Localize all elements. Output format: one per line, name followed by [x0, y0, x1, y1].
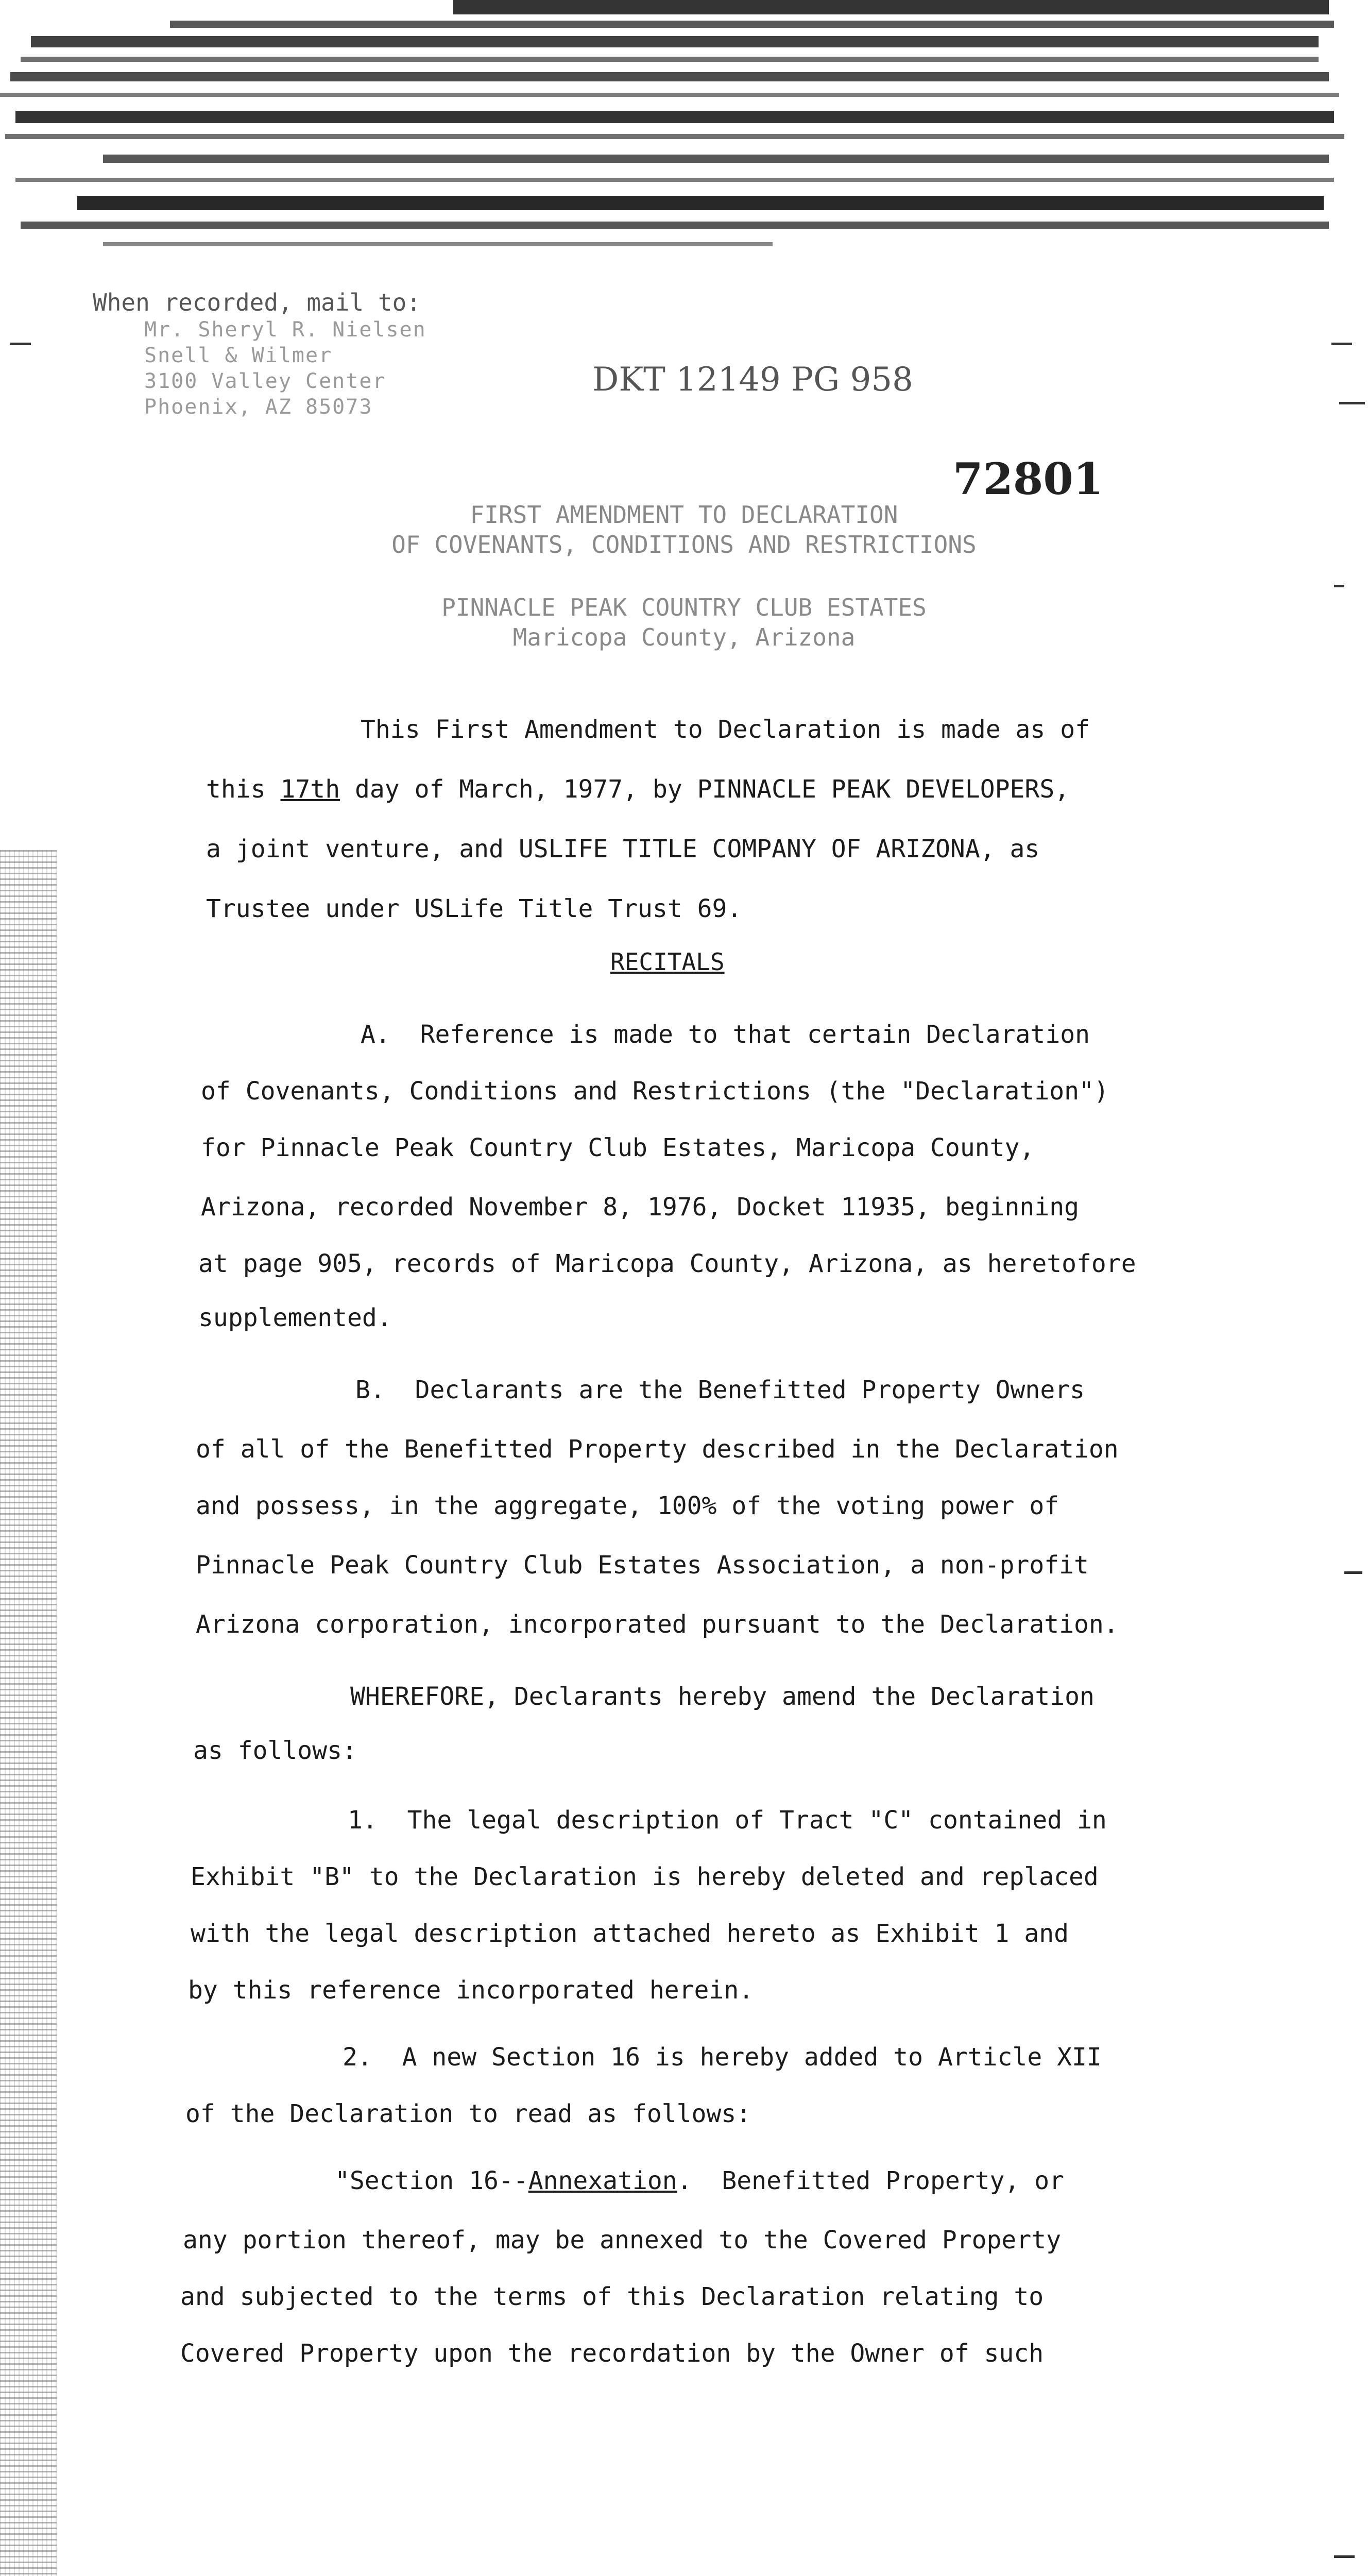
recorded-mail-to: When recorded, mail to:: [93, 289, 421, 316]
margin-tick: [1344, 1571, 1362, 1574]
mailing-address: [144, 317, 426, 420]
recital-a-line: supplemented.: [198, 1303, 392, 1332]
recital-a-line: A. Reference is made to that certain Declaration: [361, 1020, 1090, 1049]
day-field: 17th: [280, 775, 340, 804]
section-16-line: any portion thereof, may be annexed to the Covered Property: [183, 2226, 1062, 2255]
recitals-heading: RECITALS: [610, 948, 725, 976]
intro-line: [206, 759, 1069, 819]
title-line: FIRST AMENDMENT TO DECLARATION: [470, 501, 898, 529]
address-line: Mr. Sheryl R. Nielsen: [144, 318, 426, 342]
recital-a-line: at page 905, records of Maricopa County, Arizona, as heretofore: [198, 1249, 1136, 1278]
recital-b-line: of all of the Benefitted Property described in the Declaration: [196, 1435, 1119, 1464]
recital-b-line: and possess, in the aggregate, 100% of the voting power of: [196, 1492, 1059, 1520]
address-line: Phoenix, AZ 85073: [144, 395, 373, 419]
recital-a-line: Arizona, recorded November 8, 1976, Docket 11935, beginning: [201, 1193, 1080, 1222]
amendment-1-line: by this reference incorporated herein.: [188, 1976, 754, 2005]
intro-text: day of March, 1977, by PINNACLE PEAK DEVELOPERS,: [340, 775, 1070, 804]
section-16-title: Annexation: [528, 2166, 677, 2195]
document-title: [0, 500, 1368, 560]
address-line: Snell & Wilmer: [144, 344, 333, 367]
intro-line: This First Amendment to Declaration is made as of: [361, 715, 1090, 744]
address-line: 3100 Valley Center: [144, 369, 386, 393]
scan-noise-top: [0, 0, 1368, 258]
amendment-2-line: 2. A new Section 16 is hereby added to Article XII: [343, 2043, 1102, 2072]
document-subtitle: [0, 592, 1368, 652]
recital-b-line: Pinnacle Peak Country Club Estates Association, a non-profit: [196, 1551, 1089, 1580]
section-16-line: [335, 2151, 1064, 2211]
recital-b-line: Arizona corporation, incorporated pursuant to the Declaration.: [196, 1610, 1119, 1639]
margin-tick: [1334, 2555, 1355, 2558]
amendment-1-line: 1. The legal description of Tract "C" contained in: [348, 1806, 1107, 1835]
margin-tick: [1339, 402, 1365, 404]
amendment-1-line: Exhibit "B" to the Declaration is hereby deleted and replaced: [191, 1862, 1099, 1891]
intro-line: a joint venture, and USLIFE TITLE COMPANY OF ARIZONA, as: [206, 835, 1040, 863]
recital-a-line: of Covenants, Conditions and Restrictions (the "Declaration"): [201, 1077, 1109, 1106]
amendment-2-line: of the Declaration to read as follows:: [185, 2099, 751, 2128]
intro-line: Trustee under USLife Title Trust 69.: [206, 894, 742, 923]
intro-text: this: [206, 775, 281, 804]
amendment-1-line: with the legal description attached hereto as Exhibit 1 and: [191, 1919, 1069, 1948]
recital-b-line: B. Declarants are the Benefitted Property Owners: [355, 1376, 1085, 1404]
margin-tick: [1334, 585, 1344, 587]
section-16-line: Covered Property upon the recordation by the Owner of such: [180, 2339, 1044, 2368]
section-16-rest: . Benefitted Property, or: [677, 2166, 1065, 2195]
docket-stamp: DKT 12149 PG 958: [592, 361, 913, 399]
section-16-line: and subjected to the terms of this Declaration relating to: [180, 2282, 1044, 2311]
wherefore-line: as follows:: [193, 1736, 357, 1765]
subtitle-line: Maricopa County, Arizona: [512, 623, 856, 651]
margin-tick: [10, 343, 31, 345]
recital-a-line: for Pinnacle Peak Country Club Estates, Maricopa County,: [201, 1133, 1035, 1162]
subtitle-line: PINNACLE PEAK COUNTRY CLUB ESTATES: [441, 594, 927, 621]
margin-tick: [1331, 343, 1352, 345]
section-16-prefix: "Section 16--: [335, 2166, 528, 2195]
scan-noise-left-edge: [0, 850, 57, 2576]
record-number: 72801: [953, 453, 1104, 504]
wherefore-line: WHEREFORE, Declarants hereby amend the Declaration: [350, 1682, 1095, 1711]
title-line: OF COVENANTS, CONDITIONS AND RESTRICTIONS: [391, 531, 977, 558]
